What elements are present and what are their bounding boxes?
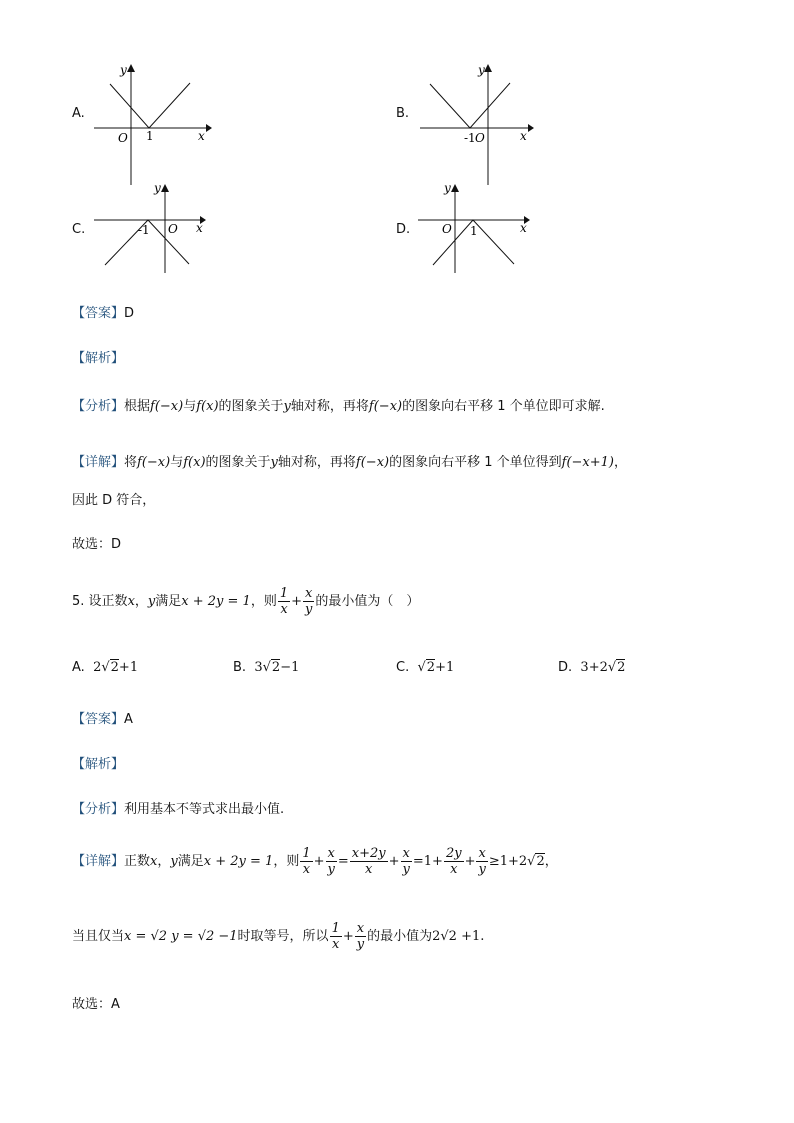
q5-detail-line2: 当且仅当x = √2 y = √2 −1时取等号，所以 $\frac{1}{x}$ + $\frac{x}{y}$ 的最小值为2√2 +1. (72, 921, 485, 952)
x-axis-label: x (198, 129, 205, 143)
q5-answer: 【答案】A (72, 712, 133, 727)
q5-option-c: C. √2+1 (396, 660, 455, 675)
q5-choose: 故选：A (72, 997, 120, 1012)
option-c-label: C. (72, 222, 86, 237)
tick-label: -1 (138, 223, 150, 237)
origin-label: O (168, 222, 178, 236)
q5-detail: 【详解】正数x，y满足x + 2y = 1，则 $\frac{1}{x}$ + $\frac{x}{y}$ = $\frac{x+2y}{x}$ + $\frac{x}{y}$ =1+ $\frac{2y}{x}$ + $\frac{x}{y}$ ≥1+2√2， (72, 846, 558, 877)
answer-tag: 【答案】 (72, 306, 125, 321)
q4-answer (72, 302, 134, 321)
x-axis-label: x (196, 221, 203, 235)
y-axis-label: y (478, 63, 485, 77)
q4-detail-line2: 因此 D 符合， (72, 493, 156, 508)
answer-value: D (124, 306, 135, 321)
graph-d (412, 178, 542, 278)
origin-label: O (442, 222, 452, 236)
q5-option-d: D. 3+2√2 (558, 660, 626, 675)
graph-a (88, 60, 218, 190)
graph-c (88, 178, 218, 278)
q4-fenxi: 【分析】根据f(−x)与f(x)的图象关于y轴对称，再将f(−x)的图象向右平移 1 个单位即可求解. (72, 399, 605, 414)
q5-stem: 5. 设正数x，y满足x + 2y = 1，则 $\frac{1}{x}$ + $\frac{x}{y}$ 的最小值为（ ） (72, 586, 420, 617)
q5-option-b: B. 3√2−1 (233, 660, 300, 675)
tick-label: 1 (146, 129, 154, 143)
q5-fenxi: 【分析】利用基本不等式求出最小值. (72, 802, 285, 817)
q5-option-a: A. 2√2+1 (72, 660, 139, 675)
detail-tag: 【详解】 (72, 455, 125, 470)
origin-label: O (475, 131, 485, 145)
q4-choose: 故选：D (72, 537, 122, 552)
option-a-label: A. (72, 106, 85, 121)
q4-detail: 【详解】将f(−x)与f(x)的图象关于y轴对称，再将f(−x)的图象向右平移 1 个单位得到f(−x+1)， (72, 455, 628, 470)
fenxi-tag: 【分析】 (72, 399, 125, 414)
q5-analysis-tag: 【解析】 (72, 757, 125, 772)
q4-analysis-tag: 【解析】 (72, 351, 125, 366)
x-axis-label: x (520, 221, 527, 235)
y-axis-label: y (154, 181, 161, 195)
y-axis-label: y (120, 63, 127, 77)
tick-label: -1 (464, 131, 476, 145)
x-axis-label: x (520, 129, 527, 143)
option-d-label: D. (396, 222, 411, 237)
y-axis-label: y (444, 181, 451, 195)
option-b-label: B. (396, 106, 410, 121)
origin-label: O (118, 131, 128, 145)
graph-b (412, 60, 542, 190)
tick-label: 1 (470, 224, 478, 238)
